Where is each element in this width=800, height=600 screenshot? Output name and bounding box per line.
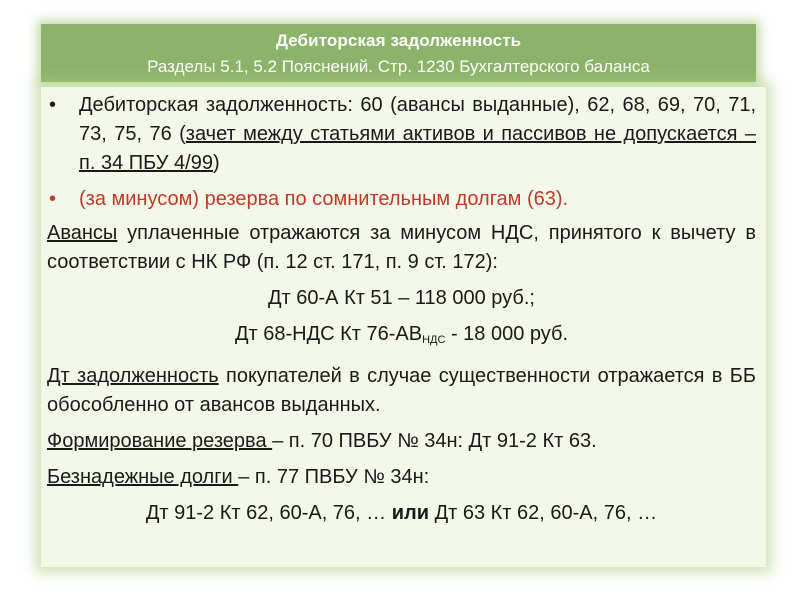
entry-bad-debts-or: или — [391, 502, 430, 524]
entry-vat-subscript: НДС — [422, 334, 446, 346]
bullet-receivables-note-text: зачет между статьями активов и пассивов не допускается — [185, 123, 738, 145]
bullet-reserve — [47, 185, 756, 214]
bullet-receivables — [47, 91, 756, 178]
slide-header — [41, 24, 756, 82]
bullet-reserve-text: (за минусом) резерва по сомнительным долгам (63). — [79, 188, 569, 210]
paragraph-debit-debt — [47, 362, 756, 420]
bullet-receivables-close: ) — [212, 152, 220, 174]
paragraph-advances-keyword: Авансы — [47, 222, 118, 244]
paragraph-bad-debts-keyword: Безнадежные долги — [47, 466, 239, 488]
slide-content — [41, 87, 766, 567]
entry-vat-main: Дт 68-НДС Кт 76-АВ — [234, 323, 423, 345]
entry-vat — [47, 320, 756, 355]
paragraph-debit-debt-text: покупателей в случае существенности отражается в ББ обособленно от авансов выданных. — [47, 365, 757, 416]
bullet-dot: • — [49, 94, 57, 116]
slide-title: Дебиторская задолженность — [275, 31, 522, 50]
bullet-receivables-text: Дебиторская задолженность: 60 (авансы выданные), 62, 68, 69, 70, 71, 73, 75, 76 ( — [79, 94, 756, 145]
bullet-dot: • — [49, 188, 57, 210]
entry-bad-debts-right: Дт 63 Кт 62, 60-А, 76, … — [429, 502, 658, 524]
paragraph-advances — [47, 219, 756, 277]
entry-bad-debts — [47, 499, 756, 528]
entry-vat-tail: - 18 000 руб. — [445, 323, 569, 345]
entry-bad-debts-left: Дт 91-2 Кт 62, 60-А, 76, … — [145, 502, 392, 524]
paragraph-bad-debts-text: – п. 77 ПВБУ № 34н: — [238, 466, 430, 488]
bullet-receivables-note-ref: – п. 34 ПБУ 4/99 — [79, 123, 756, 174]
paragraph-reserve-formation-text: – п. 70 ПВБУ № 34н: Дт 91-2 Кт 63. — [272, 430, 597, 452]
slide-subtitle: Разделы 5.1, 5.2 Пояснений. Стр. 1230 Бухгалтерского баланса — [147, 57, 650, 76]
paragraph-advances-text: уплаченные отражаются за минусом НДС, принятого к вычету в соответствии с НК РФ (п. 12 ст. 171, п. 9 ст. 172): — [47, 222, 756, 273]
paragraph-debit-debt-keyword: Дт задолженность — [47, 365, 219, 387]
entry-advance-payment: Дт 60-А Кт 51 – 118 000 руб.; — [268, 287, 535, 309]
paragraph-bad-debts — [47, 463, 756, 492]
paragraph-reserve-formation-keyword: Формирование резерва — [47, 430, 273, 452]
paragraph-reserve-formation — [47, 427, 756, 456]
